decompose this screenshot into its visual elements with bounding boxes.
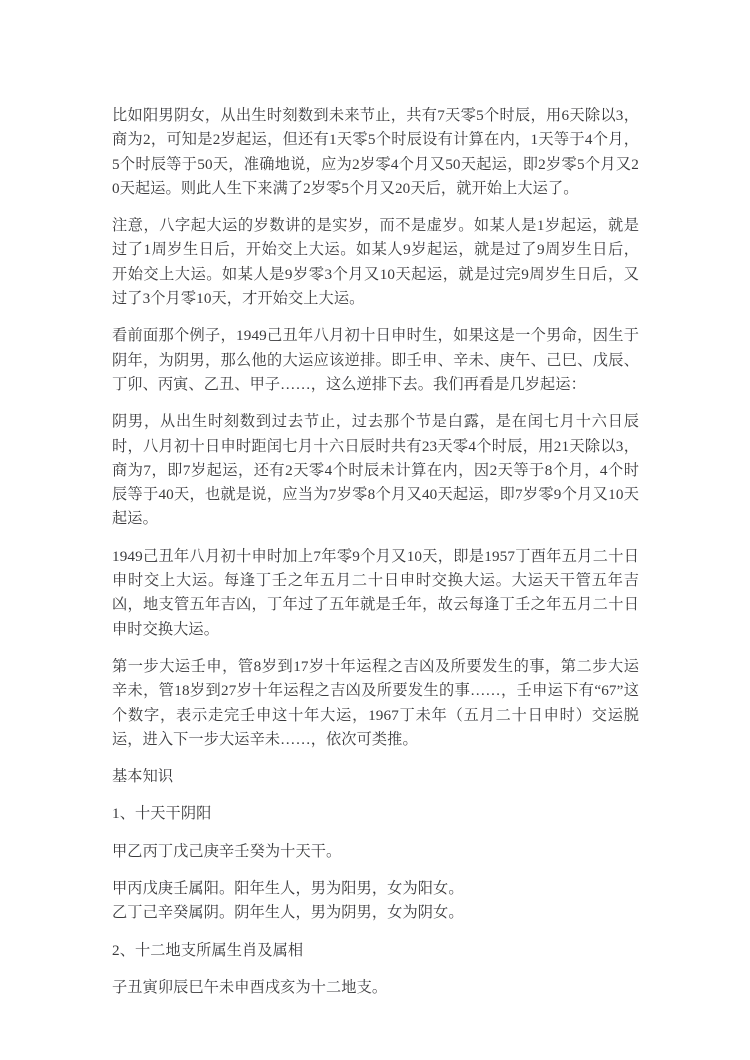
section-heading-ten-heavenly-stems: 1、十天干阴阳 bbox=[112, 805, 212, 823]
paragraph-6: 第一步大运壬申，管8岁到17岁十年运程之吉凶及所要发生的事，第二步大运辛未，管18岁到27岁十年运程之吉凶及所要发生的事……，壬申运下有“67”这个数字，表示走完壬申这十年大运，1967丁未年（五月二十日申时）交运脱运，进入下一步大运辛未……，依次可类推。 bbox=[112, 657, 639, 748]
paragraph-4: 阴男，从出生时刻数到过去节止，过去那个节是白露，是在闰七月十六日辰时，八月初十日申时距闰七月十六日辰时共有23天零4个时辰，用21天除以3，商为7，即7岁起运，还有2天零4个时辰未计算在内，因2天等于8个月，4个时辰等于40天，也就是说，应当为7岁零8个月又40天起运，即7岁零9个月又10天起运。 bbox=[112, 413, 639, 528]
paragraph-1: 比如阳男阴女，从出生时刻数到未来节止，共有7天零5个时辰，用6天除以3，商为2，可知是2岁起运，但还有1天零5个时辰设有计算在内，1天等于4个月，5个时辰等于50天，准确地说，应为2岁零4个月又50天起运，即2岁零5个月又20天起运。则此人生下来满了2岁零5个月又20天后，就开始上大运了。 bbox=[112, 107, 639, 197]
document-body bbox=[112, 104, 639, 1000]
paragraph-9: 子丑寅卯辰巳午未申酉戌亥为十二地支。 bbox=[112, 978, 388, 996]
yin-yang-stem-pair bbox=[112, 877, 639, 926]
paragraph-5: 1949己丑年八月初十申时加上7年零9个月又10天，即是1957丁酉年五月二十日申时交上大运。每逢丁壬之年五月二十日申时交换大运。大运天干管五年吉凶，地支管五年吉凶，丁年过了五年就是壬年，故云每逢丁壬之年五月二十日申时交换大运。 bbox=[112, 547, 639, 638]
paragraph-3: 看前面那个例子，1949己丑年八月初十日申时生，如果这是一个男命，因生于阴年，为阴男，那么他的大运应该逆排。即壬申、辛未、庚午、己巳、戊辰、丁卯、丙寅、乙丑、甲子……，这么逆排下去。我们再看是几岁起运： bbox=[112, 327, 639, 393]
paragraph-7: 甲乙丙丁戊己庚辛壬癸为十天干。 bbox=[112, 842, 342, 860]
paragraph-2: 注意，八字起大运的岁数讲的是实岁，而不是虚岁。如某人是1岁起运，就是过了1周岁生日后，开始交上大运。如某人9岁起运，就是过了9周岁生日后，开始交上大运。如某人是9岁零3个月又10天起运，就是过完9周岁生日后，又过了3个月零10天，才开始交上大运。 bbox=[112, 217, 639, 308]
yin-stems-line: 乙丁己辛癸属阴。阴年生人，男为阴男，女为阴女。 bbox=[112, 904, 464, 922]
section-heading-basic-knowledge: 基本知识 bbox=[112, 768, 174, 786]
section-heading-twelve-earthly-branches: 2、十二地支所属生肖及属相 bbox=[112, 941, 304, 959]
yang-stems-line: 甲丙戊庚壬属阳。阳年生人，男为阳男，女为阳女。 bbox=[112, 880, 464, 898]
